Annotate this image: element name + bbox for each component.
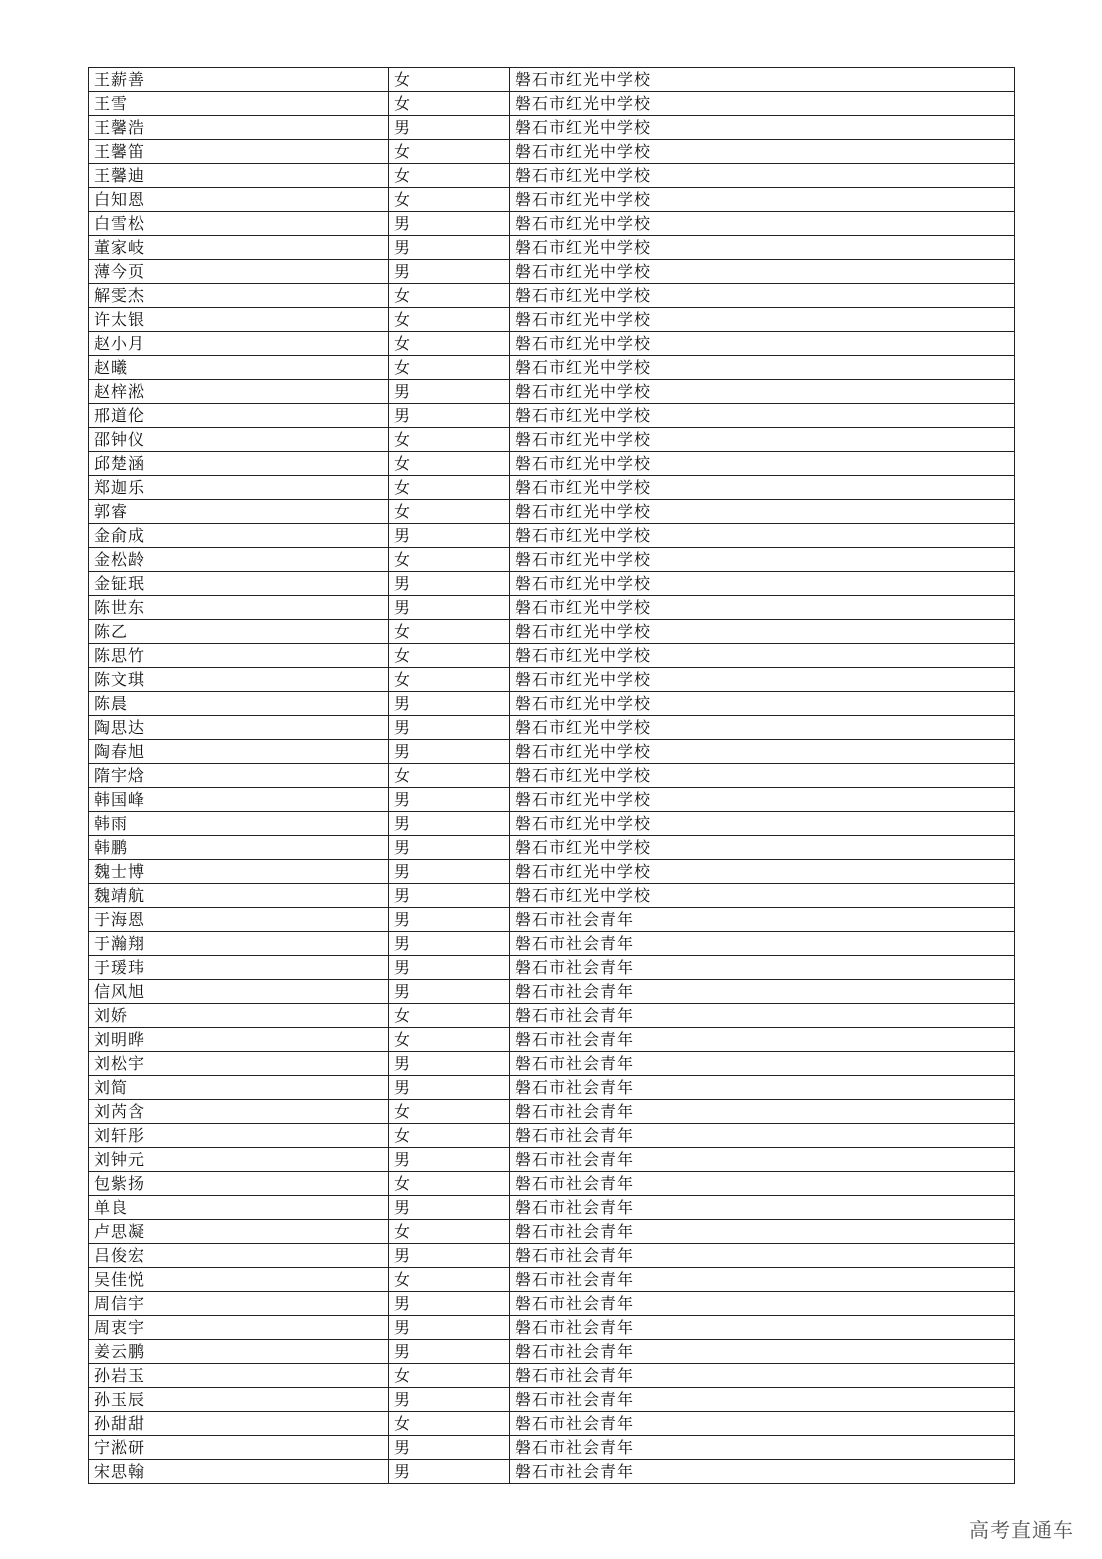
school-cell: 磐石市红光中学校 [510,620,1015,644]
table-row [89,548,1015,572]
name-cell: 于瑗玮 [89,956,389,980]
table-row [89,692,1015,716]
table-row [89,476,1015,500]
gender-cell: 男 [389,212,510,236]
gender-cell: 女 [389,92,510,116]
roster-table [88,67,1015,1484]
gender-cell: 男 [389,884,510,908]
name-cell: 金松龄 [89,548,389,572]
table-row [89,332,1015,356]
table-row [89,620,1015,644]
gender-cell: 男 [389,524,510,548]
name-cell: 薄今页 [89,260,389,284]
school-cell: 磐石市社会青年 [510,1460,1015,1484]
school-cell: 磐石市红光中学校 [510,188,1015,212]
table-row [89,788,1015,812]
gender-cell: 女 [389,1124,510,1148]
table-row [89,1100,1015,1124]
school-cell: 磐石市社会青年 [510,1340,1015,1364]
gender-cell: 女 [389,1412,510,1436]
table-row [89,1076,1015,1100]
name-cell: 包紫扬 [89,1172,389,1196]
gender-cell: 男 [389,956,510,980]
gender-cell: 男 [389,1292,510,1316]
school-cell: 磐石市社会青年 [510,1268,1015,1292]
name-cell: 赵曦 [89,356,389,380]
table-row [89,140,1015,164]
school-cell: 磐石市红光中学校 [510,404,1015,428]
school-cell: 磐石市红光中学校 [510,236,1015,260]
name-cell: 白知恩 [89,188,389,212]
gender-cell: 女 [389,764,510,788]
table-row [89,1244,1015,1268]
name-cell: 金俞成 [89,524,389,548]
school-cell: 磐石市红光中学校 [510,644,1015,668]
name-cell: 赵小月 [89,332,389,356]
gender-cell: 女 [389,1028,510,1052]
table-row [89,716,1015,740]
table-row [89,572,1015,596]
name-cell: 魏士博 [89,860,389,884]
name-cell: 陈文琪 [89,668,389,692]
name-cell: 许太银 [89,308,389,332]
table-row [89,884,1015,908]
name-cell: 孙甜甜 [89,1412,389,1436]
school-cell: 磐石市红光中学校 [510,692,1015,716]
school-cell: 磐石市社会青年 [510,1364,1015,1388]
name-cell: 赵梓淞 [89,380,389,404]
table-row [89,164,1015,188]
gender-cell: 女 [389,548,510,572]
gender-cell: 男 [389,1340,510,1364]
school-cell: 磐石市红光中学校 [510,884,1015,908]
school-cell: 磐石市社会青年 [510,1052,1015,1076]
gender-cell: 男 [389,1460,510,1484]
gender-cell: 女 [389,452,510,476]
watermark: 高考直通车 [969,1518,1074,1542]
school-cell: 磐石市社会青年 [510,908,1015,932]
gender-cell: 女 [389,1172,510,1196]
gender-cell: 男 [389,1244,510,1268]
table-row [89,1220,1015,1244]
name-cell: 董家岐 [89,236,389,260]
school-cell: 磐石市红光中学校 [510,764,1015,788]
gender-cell: 男 [389,812,510,836]
name-cell: 金钲珉 [89,572,389,596]
school-cell: 磐石市社会青年 [510,956,1015,980]
table-row [89,524,1015,548]
table-row [89,68,1015,92]
gender-cell: 男 [389,1052,510,1076]
school-cell: 磐石市红光中学校 [510,308,1015,332]
school-cell: 磐石市红光中学校 [510,476,1015,500]
gender-cell: 女 [389,332,510,356]
table-row [89,1052,1015,1076]
school-cell: 磐石市红光中学校 [510,500,1015,524]
table-row [89,644,1015,668]
gender-cell: 女 [389,68,510,92]
school-cell: 磐石市红光中学校 [510,572,1015,596]
table-row [89,740,1015,764]
name-cell: 陈思竹 [89,644,389,668]
gender-cell: 男 [389,1148,510,1172]
table-row [89,1148,1015,1172]
name-cell: 王雪 [89,92,389,116]
gender-cell: 男 [389,1196,510,1220]
table-row [89,860,1015,884]
table-row [89,1028,1015,1052]
name-cell: 邱楚涵 [89,452,389,476]
table-row [89,764,1015,788]
school-cell: 磐石市红光中学校 [510,260,1015,284]
name-cell: 刘明晔 [89,1028,389,1052]
name-cell: 韩鹏 [89,836,389,860]
name-cell: 邢道伦 [89,404,389,428]
gender-cell: 男 [389,692,510,716]
school-cell: 磐石市红光中学校 [510,380,1015,404]
school-cell: 磐石市红光中学校 [510,740,1015,764]
school-cell: 磐石市红光中学校 [510,140,1015,164]
name-cell: 陈世东 [89,596,389,620]
name-cell: 刘轩彤 [89,1124,389,1148]
name-cell: 陈乙 [89,620,389,644]
name-cell: 孙岩玉 [89,1364,389,1388]
school-cell: 磐石市社会青年 [510,1004,1015,1028]
name-cell: 陈晨 [89,692,389,716]
table-row [89,1292,1015,1316]
school-cell: 磐石市红光中学校 [510,332,1015,356]
school-cell: 磐石市红光中学校 [510,548,1015,572]
school-cell: 磐石市红光中学校 [510,716,1015,740]
name-cell: 周信宇 [89,1292,389,1316]
name-cell: 魏靖航 [89,884,389,908]
school-cell: 磐石市社会青年 [510,1316,1015,1340]
name-cell: 王馨迪 [89,164,389,188]
table-row [89,260,1015,284]
gender-cell: 男 [389,1388,510,1412]
name-cell: 于瀚翔 [89,932,389,956]
school-cell: 磐石市社会青年 [510,1076,1015,1100]
table-row [89,1340,1015,1364]
name-cell: 刘钟元 [89,1148,389,1172]
school-cell: 磐石市红光中学校 [510,860,1015,884]
name-cell: 刘娇 [89,1004,389,1028]
school-cell: 磐石市社会青年 [510,1436,1015,1460]
school-cell: 磐石市红光中学校 [510,788,1015,812]
name-cell: 韩国峰 [89,788,389,812]
table-row [89,1412,1015,1436]
name-cell: 信风旭 [89,980,389,1004]
table-row [89,1196,1015,1220]
school-cell: 磐石市社会青年 [510,1028,1015,1052]
table-row [89,1436,1015,1460]
table-row [89,1124,1015,1148]
roster-body [89,68,1015,1484]
school-cell: 磐石市社会青年 [510,1412,1015,1436]
gender-cell: 男 [389,572,510,596]
school-cell: 磐石市社会青年 [510,1124,1015,1148]
table-row [89,452,1015,476]
gender-cell: 女 [389,476,510,500]
gender-cell: 女 [389,1220,510,1244]
table-row [89,932,1015,956]
gender-cell: 男 [389,788,510,812]
name-cell: 卢思凝 [89,1220,389,1244]
school-cell: 磐石市社会青年 [510,1100,1015,1124]
gender-cell: 男 [389,908,510,932]
school-cell: 磐石市社会青年 [510,1172,1015,1196]
gender-cell: 女 [389,140,510,164]
table-row [89,188,1015,212]
table-row [89,1172,1015,1196]
school-cell: 磐石市红光中学校 [510,668,1015,692]
gender-cell: 女 [389,1268,510,1292]
table-row [89,596,1015,620]
name-cell: 郑迦乐 [89,476,389,500]
name-cell: 王薪善 [89,68,389,92]
gender-cell: 女 [389,356,510,380]
school-cell: 磐石市红光中学校 [510,116,1015,140]
gender-cell: 女 [389,428,510,452]
name-cell: 刘芮含 [89,1100,389,1124]
gender-cell: 男 [389,236,510,260]
name-cell: 孙玉辰 [89,1388,389,1412]
name-cell: 王馨浩 [89,116,389,140]
school-cell: 磐石市红光中学校 [510,428,1015,452]
table-row [89,284,1015,308]
gender-cell: 女 [389,1364,510,1388]
name-cell: 陶春旭 [89,740,389,764]
gender-cell: 男 [389,1316,510,1340]
table-row [89,1004,1015,1028]
gender-cell: 女 [389,1100,510,1124]
name-cell: 单良 [89,1196,389,1220]
gender-cell: 女 [389,284,510,308]
gender-cell: 男 [389,860,510,884]
gender-cell: 女 [389,188,510,212]
name-cell: 韩雨 [89,812,389,836]
school-cell: 磐石市红光中学校 [510,452,1015,476]
school-cell: 磐石市社会青年 [510,1292,1015,1316]
name-cell: 刘简 [89,1076,389,1100]
name-cell: 邵钟仪 [89,428,389,452]
gender-cell: 女 [389,1004,510,1028]
name-cell: 吕俊宏 [89,1244,389,1268]
table-row [89,908,1015,932]
school-cell: 磐石市社会青年 [510,1148,1015,1172]
school-cell: 磐石市社会青年 [510,1244,1015,1268]
school-cell: 磐石市红光中学校 [510,212,1015,236]
name-cell: 隋宇焓 [89,764,389,788]
table-row [89,956,1015,980]
school-cell: 磐石市红光中学校 [510,284,1015,308]
school-cell: 磐石市社会青年 [510,980,1015,1004]
table-row [89,116,1015,140]
name-cell: 宁淞研 [89,1436,389,1460]
name-cell: 姜云鹏 [89,1340,389,1364]
gender-cell: 男 [389,380,510,404]
name-cell: 吴佳悦 [89,1268,389,1292]
table-row [89,500,1015,524]
gender-cell: 男 [389,932,510,956]
school-cell: 磐石市红光中学校 [510,812,1015,836]
name-cell: 白雪松 [89,212,389,236]
school-cell: 磐石市红光中学校 [510,596,1015,620]
table-row [89,1268,1015,1292]
school-cell: 磐石市红光中学校 [510,68,1015,92]
name-cell: 王馨笛 [89,140,389,164]
table-row [89,1460,1015,1484]
gender-cell: 女 [389,644,510,668]
school-cell: 磐石市社会青年 [510,1388,1015,1412]
gender-cell: 女 [389,308,510,332]
gender-cell: 男 [389,404,510,428]
name-cell: 周衷宇 [89,1316,389,1340]
name-cell: 解雯杰 [89,284,389,308]
school-cell: 磐石市红光中学校 [510,524,1015,548]
school-cell: 磐石市红光中学校 [510,356,1015,380]
table-row [89,356,1015,380]
school-cell: 磐石市红光中学校 [510,164,1015,188]
school-cell: 磐石市社会青年 [510,1196,1015,1220]
gender-cell: 男 [389,1436,510,1460]
table-row [89,980,1015,1004]
gender-cell: 女 [389,500,510,524]
gender-cell: 男 [389,836,510,860]
school-cell: 磐石市红光中学校 [510,836,1015,860]
name-cell: 刘松宇 [89,1052,389,1076]
name-cell: 宋思翰 [89,1460,389,1484]
gender-cell: 女 [389,164,510,188]
gender-cell: 男 [389,260,510,284]
gender-cell: 男 [389,1076,510,1100]
name-cell: 于海恩 [89,908,389,932]
school-cell: 磐石市红光中学校 [510,92,1015,116]
table-row [89,236,1015,260]
table-row [89,812,1015,836]
table-row [89,1388,1015,1412]
school-cell: 磐石市社会青年 [510,932,1015,956]
table-row [89,668,1015,692]
gender-cell: 女 [389,668,510,692]
gender-cell: 男 [389,596,510,620]
gender-cell: 男 [389,116,510,140]
table-row [89,1364,1015,1388]
table-row [89,380,1015,404]
gender-cell: 男 [389,980,510,1004]
table-row [89,428,1015,452]
table-row [89,92,1015,116]
table-row [89,1316,1015,1340]
table-row [89,836,1015,860]
school-cell: 磐石市社会青年 [510,1220,1015,1244]
table-row [89,212,1015,236]
gender-cell: 男 [389,716,510,740]
name-cell: 陶思达 [89,716,389,740]
gender-cell: 女 [389,620,510,644]
table-row [89,308,1015,332]
table-row [89,404,1015,428]
gender-cell: 男 [389,740,510,764]
name-cell: 郭睿 [89,500,389,524]
